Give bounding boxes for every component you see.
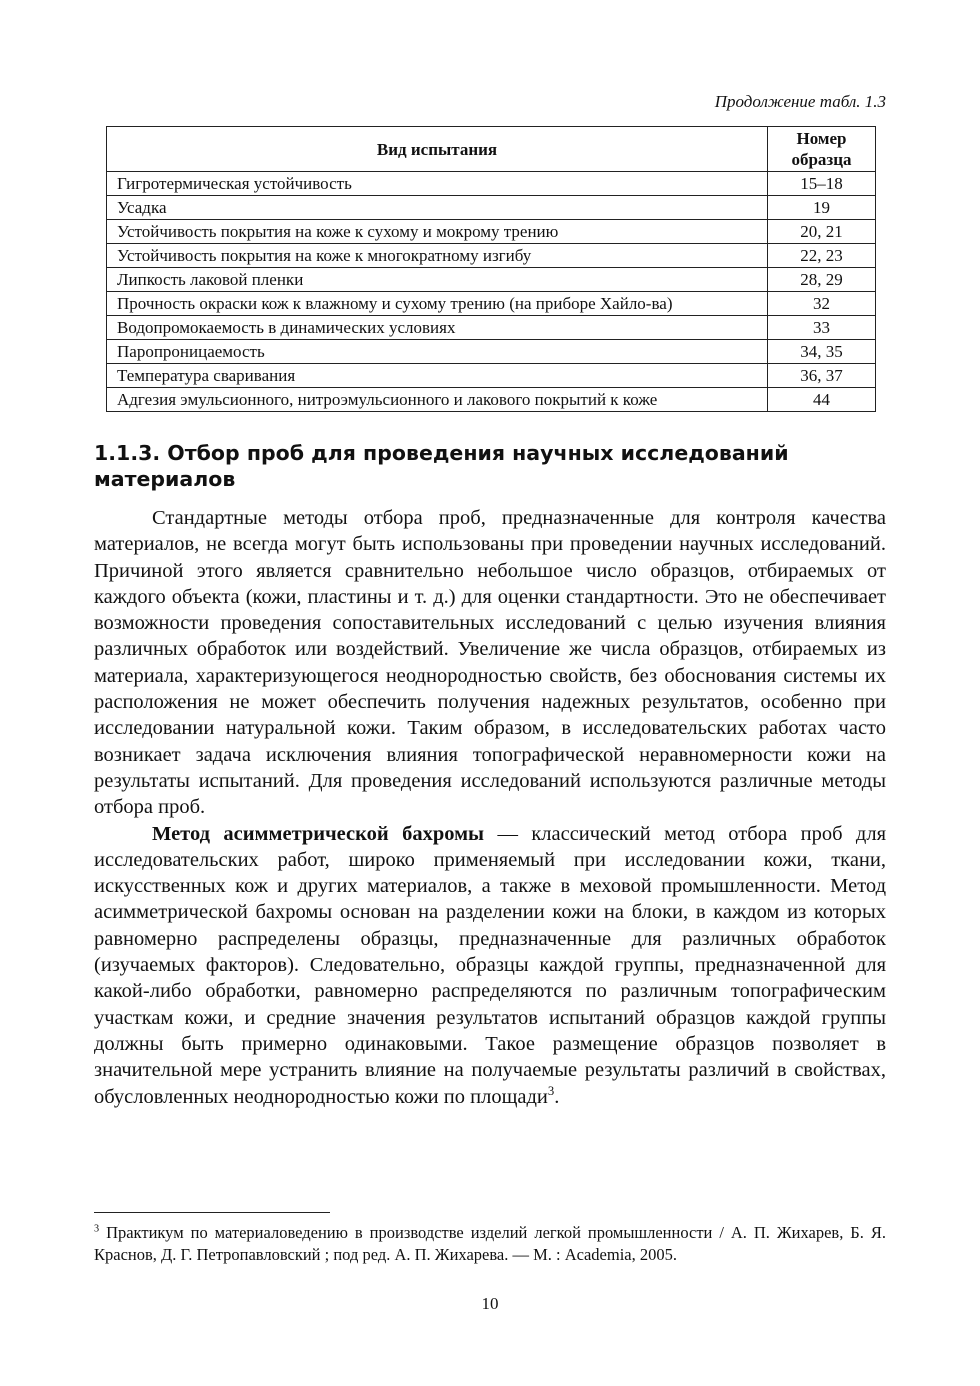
term-bold: Метод асимметрической бахромы xyxy=(152,822,485,845)
cell-test: Устойчивость покрытия на коже к многократному изгибу xyxy=(107,244,768,268)
table-header-row xyxy=(107,127,876,172)
table-row xyxy=(107,388,876,412)
cell-number: 32 xyxy=(768,292,876,316)
cell-test: Паропроницаемость xyxy=(107,340,768,364)
paragraph: Стандартные методы отбора проб, предназначенные для контроля качества материалов, не всегда могут быть использованы при проведении научных исследований. Причиной этого является сравнительно небольшое число образцов, отбираемых от каждого объекта (кожи, пластины и т. д.) для оценки стандартности. Это не обеспечивает возможности проведения сопоставительных исследований с целью изучения влияния различных обработок или воздействий. Увеличение же числа образцов, отбираемых из материала, характеризующегося неоднородностью свойств, без обоснования системы их расположения не может обеспечить получения надежных результатов, особенно при исследовании натуральной кожи. Таким образом, в исследовательских работах часто возникает задача исключения влияния топографической неравномерности кожи на результаты испытаний. Для проведения исследований используются различные методы отбора проб. xyxy=(94,507,886,819)
section-title: Отбор проб для проведения научных исследований материалов xyxy=(94,441,789,491)
cell-test: Устойчивость покрытия на коже к сухому и мокрому трению xyxy=(107,220,768,244)
table-row xyxy=(107,268,876,292)
cell-test: Температура сваривания xyxy=(107,364,768,388)
tests-table xyxy=(106,126,876,412)
cell-number: 15–18 xyxy=(768,172,876,196)
table-row xyxy=(107,292,876,316)
cell-test: Адгезия эмульсионного, нитроэмульсионного и лакового покрытий к коже xyxy=(107,388,768,412)
paragraph xyxy=(94,821,886,1110)
body-text xyxy=(94,505,886,1110)
footnote-divider xyxy=(94,1212,330,1213)
table-row xyxy=(107,244,876,268)
cell-number: 33 xyxy=(768,316,876,340)
footnote-mark: 3 xyxy=(94,1223,100,1235)
cell-test: Усадка xyxy=(107,196,768,220)
cell-number: 44 xyxy=(768,388,876,412)
table-row xyxy=(107,172,876,196)
header-number-line1: Номер xyxy=(796,129,847,148)
footnote-ref[interactable]: 3 xyxy=(547,1083,555,1098)
cell-test: Липкость лаковой пленки xyxy=(107,268,768,292)
cell-test: Гигротермическая устойчивость xyxy=(107,172,768,196)
header-test-type: Вид испытания xyxy=(107,127,768,172)
table-row xyxy=(107,196,876,220)
cell-test: Прочность окраски кож к влажному и сухому трению (на приборе Хайло-ва) xyxy=(107,292,768,316)
page-number: 10 xyxy=(481,1294,499,1313)
cell-number: 19 xyxy=(768,196,876,220)
header-number-line2: образца xyxy=(791,150,852,169)
cell-number: 34, 35 xyxy=(768,340,876,364)
cell-number: 28, 29 xyxy=(768,268,876,292)
cell-number: 22, 23 xyxy=(768,244,876,268)
cell-number: 36, 37 xyxy=(768,364,876,388)
cell-test: Водопромокаемость в динамических условиях xyxy=(107,316,768,340)
table-row xyxy=(107,364,876,388)
section-heading xyxy=(94,440,884,492)
header-sample-number xyxy=(768,127,876,172)
paragraph-end: . xyxy=(554,1085,560,1108)
cell-number: 20, 21 xyxy=(768,220,876,244)
table-row xyxy=(107,340,876,364)
paragraph-text: — классический метод отбора проб для исследовательских работ, широко применяемый при исследовании кожи, ткани, искусственных кож и других материалов, а также в меховой промышленности. Метод асимметрической бахромы основан на разделении кожи на блоки, в каждом из которых равномерно распределены образцы, предназначенные для различных обработок (изучаемых факторов). Следовательно, образцы каждой группы, предназначенной для какой-либо обработки, равномерно распределяются по различным топографическим участкам кожи, и средние значения результатов испытаний образцов каждой группы должны быть примерно одинаковыми. Такое размещение образцов позволяет в значительной мере устранить влияние на получаемые результаты различий в свойствах, обусловленных неоднородностью кожи по площади xyxy=(94,822,887,1108)
table-row xyxy=(107,316,876,340)
section-number: 1.1.3. xyxy=(94,441,161,465)
footnote xyxy=(94,1222,886,1266)
table-caption: Продолжение табл. 1.3 xyxy=(714,92,886,111)
footnote-text: Практикум по материаловедению в производстве изделий легкой промышленности / А. П. Жихарев, Б. Я. Краснов, Д. Г. Петропавловский ; под ред. А. П. Жихарева. — М. : Academia, 2005. xyxy=(94,1223,886,1264)
table-row xyxy=(107,220,876,244)
